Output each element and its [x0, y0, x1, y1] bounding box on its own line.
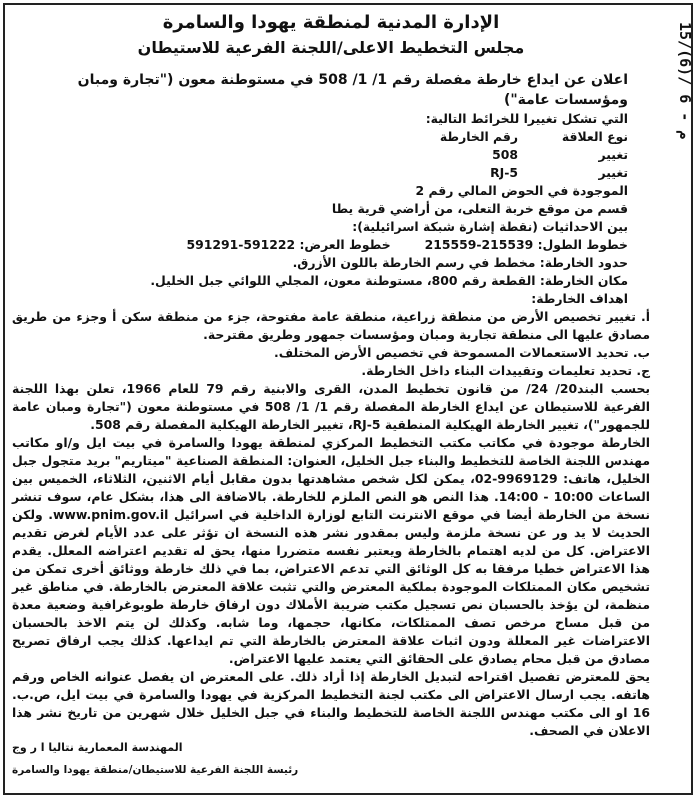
basin-line: الموجودة في الحوض المالي رقم 2 — [415, 183, 628, 198]
place-line: مكان الخارطة: القطعة رقم 800، مستوطنة معون، المجلي اللوائي جبل الخليل. — [150, 273, 628, 288]
plan-number: 508 — [492, 147, 518, 162]
signatory-role: رئيسة اللجنة الفرعية للاستيطان/منطقة يهودا والسامرة — [12, 764, 299, 776]
viewing-paragraph: الخارطة موجودة في مكاتب مكتب التخطيط المركزي لمنطقة يهودا والسامرة في بيت ايل و/او مكاتب مهندس اللجنة الخاصة للتخطيط والبناء جبل الخليل، العنوان: المنطقة الصناعية "ميتاريم" بريد متجول جبل الخليل، هاتف: 9969129-02، يمكن لكل شخص مشاهدتها بدون مقابل أيام الاثنين، الثلاثاء، الخميس بين الساعات 10:00 - 14:00. هذا النص هو النص الملزم للخارطة. بالاضافة الى هذا، بشكل عام، سوف تنشر نسخة من الخارطة أيضا في موقع الانترنت التابع لوزارة الداخلية في اسرائيل www.pnim.gov.il. ولكن الحديث لا يد ور عن نسخة ملزمة وليس بمقدور نشر هذه النسخة ان تؤثر على عدد الأيام لغرض تقديم الاعتراض. كل من لديه اهتمام بالخارطة ويعتبر نفسه متضررا منها، يحق له تقديم اعتراضه المعلل. يقدم هذا الاعتراض خطيا مرفقا به كل الوثائق التي تدعم الاعتراض، بما في ذلك خارطة ووثائق أخرى تمكن من تشخيص مكان الممتلكات الموجودة بملكية المعترض والتي تثبت علاقة المعترض بالخارطة. في مناطق غير منظمة، لن يؤخذ بالحسبان نص تسجيل مكتب ضريبة الأملاك دون ارفاق خارطة طوبوغرافية وضعية معدة من قبل مساح مرخص تصف الممتلكات، مكانها، حجمها، وما شابه. وكذلك لن يتم الاخذ بالحسبان الاعتراضات غير المعللة ودون اثبات علاقة المعترض بالخارطة التي تم ايداعها. كذلك يجب ارفاق تصريح مصادق من قبل محام يصادق على الحقائق التي يعتمد عليها الاعتراض. — [12, 435, 651, 666]
goal-item: ج. تحديد تعليمات وتقييدات البناء داخل الخارطة. — [361, 363, 650, 378]
notice-title: اعلان عن ايداع خارطة مفصلة رقم 1/ 1/ 508 في مستوطنة معون ("تجارة ومبان ومؤسسات عامة") — [77, 72, 628, 108]
village-line: قسم من موقع خربة التعلى، من أراضي قرية يطا — [331, 201, 628, 216]
borders-line: حدود الخارطة: مخطط في رسم الخارطة باللون الأزرق. — [292, 255, 628, 270]
table-row — [12, 146, 628, 164]
relation-type: تغيير — [598, 165, 628, 180]
signatory-name: المهندسة المعمارية نتاليا ا ر وج — [12, 741, 183, 754]
goals-title: اهداف الخارطة: — [531, 291, 628, 306]
reference-code: 15/(6)/ 6 - م — [676, 22, 694, 140]
objection-paragraph: يحق للمعترض تفصيل اقتراحه لتبديل الخارطة إذا أراد ذلك. على المعترض ان يفصل عنوانه الخاص ورقم هاتفه. يجب ارسال الاعتراض الى مكتب لجنة التخطيط المركزية في يهودا والسامرة في بيت ايل، ص.ب. 16 او الى مكتب مهندس اللجنة الخاصة للتخطيط والبناء في جبل الخليل خلال شهرين من تاريخ نشر هذا الاعلان في الصحف. — [12, 669, 650, 738]
goal-item: أ. تغيير تخصيص الأرض من منطقة زراعية، منطقة عامة مفتوحة، جزء من منطقة سكن أ وجزء من طريق مصادق عليها الى منطقة تجارية ومبان ومؤسسات جمهور وطريق مقترحة. — [12, 309, 650, 342]
legal-paragraph: بحسب البند20/ 24/ من قانون تخطيط المدن، القرى والابنية رقم 79 للعام 1966، تعلن بهذا اللجنة الفرعية للاستيطان عن ايداع الخارطة المفصلة رقم 1/ 1/ 508 في مستوطنة معون ("تجارة ومبان عامة للجمهور")، تغيير الخارطة الهيكلية المنطقية RJ-5، تغيير الخارطة الهيكلية المفصلة رقم 508. — [12, 381, 651, 432]
relation-type: تغيير — [598, 147, 628, 162]
change-table — [12, 128, 650, 182]
latitude-label: خطوط العرض: — [299, 237, 391, 252]
table-row — [12, 164, 628, 182]
col-relation-type: نوع العلاقة — [561, 129, 628, 144]
longitude-label: خطوط الطول: — [537, 237, 628, 252]
council-name: مجلس التخطيط الاعلى/اللجنة الفرعية للاستيطان — [137, 38, 525, 57]
col-plan-number: رقم الخارطة — [439, 129, 518, 144]
longitude — [425, 236, 628, 254]
coords-note: بين الاحداثيات (نقطة إشارة شبكة اسرائيلية): — [352, 219, 628, 234]
goal-item: ب. تحديد الاستعمالات المسموحة في تخصيص الأرض المختلف. — [274, 345, 650, 360]
notice-document — [12, 8, 650, 778]
change-table-header — [12, 128, 628, 146]
latitude — [187, 236, 391, 254]
coordinates-line — [12, 236, 650, 254]
latitude-value: 591222-591291 — [186, 237, 296, 252]
intro-line: التي تشكل تغييرا للخرائط التالية: — [425, 111, 628, 126]
plan-number: RJ-5 — [490, 165, 518, 180]
longitude-value: 215539-215559 — [424, 237, 534, 252]
authority-name: الإدارة المدنية لمنطقة يهودا والسامرة — [162, 12, 500, 33]
